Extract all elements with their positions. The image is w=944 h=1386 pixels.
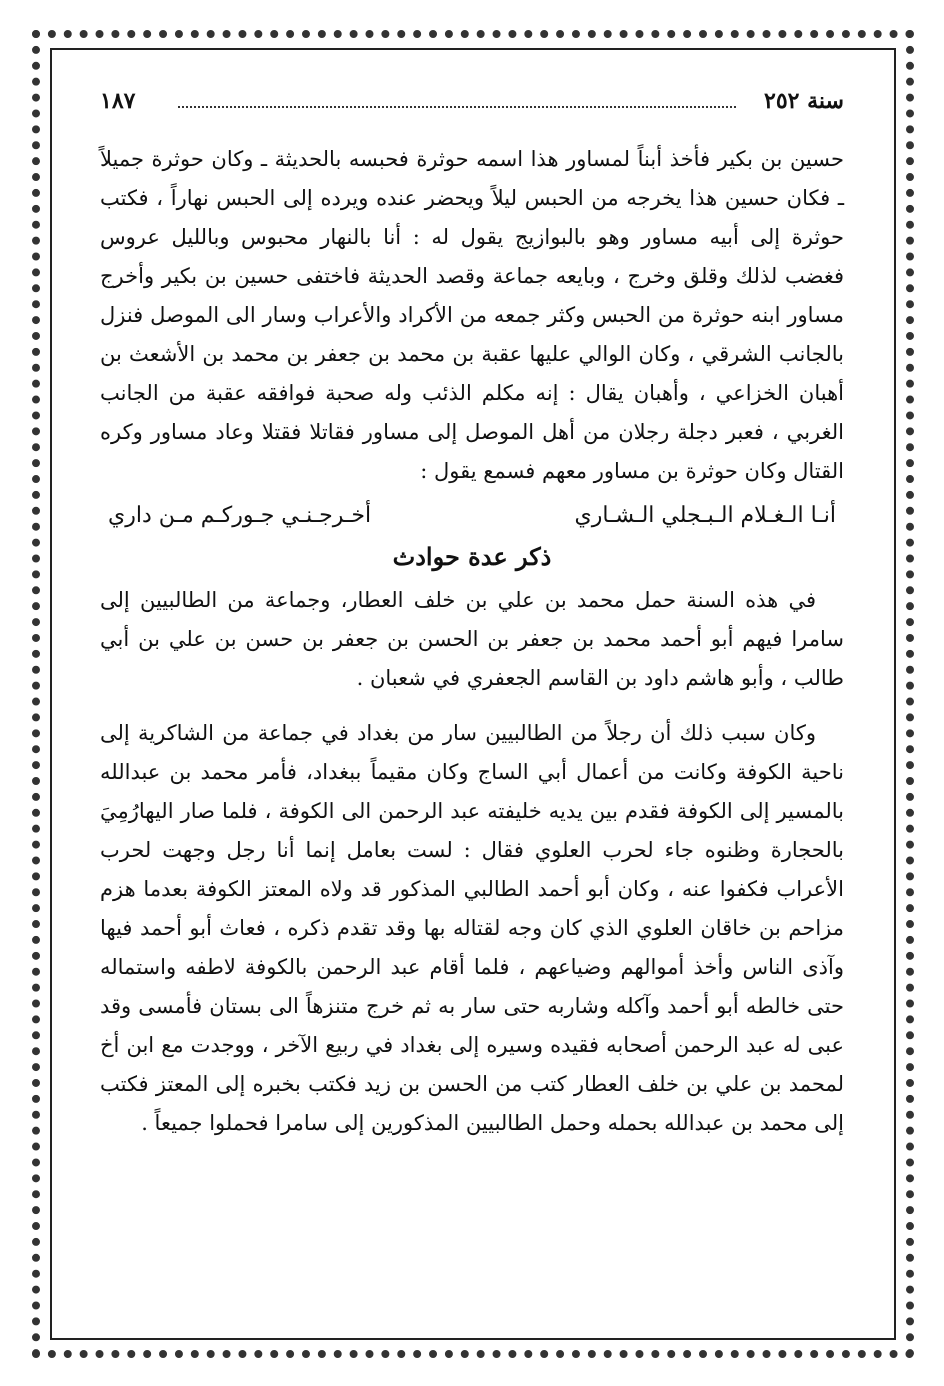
section-heading: ذكر عدة حوادث [392, 542, 552, 571]
body-paragraph-3: وكان سبب ذلك أن رجلاً من الطالبيين سار من بغداد في جماعة من الشاكرية إلى ناحية الكوفة وكانت من أعمال أبي الساج وكان مقيماً ببغداد، فأمر محمد بن عبدالله بالمسير إلى الكوفة فقدم بين يديه خليفته عبد الرحمن الى الكوفة ، فلما صار اليهارُمِيَ بالحجارة وظنوه جاء لحرب العلوي فقال : لست بعامل إنما أنا رجل وجهت لحرب الأعراب فكفوا عنه ، وكان أبو أحمد الطالبي المذكور قد ولاه المعتز الكوفة بعدما هزم مزاحم بن خاقان العلوي الذي كان وجه لقتاله بها وقد تقدم ذكره ، فعاث أبو أحمد فيها وآذى الناس وأخذ أموالهم وضياعهم ، فلما أقام عبد الرحمن بالكوفة لاطفه واستماله حتى خالطه أبو أحمد وآكله وشاربه حتى سار به ثم خرج متنزهاً الى بستان فأمسى وقد عبى له عبد الرحمن أصحابه فقيده وسيره إلى بغداد في ربيع الآخر ، ووجدت مع ابن أخ لمحمد بن علي بن خلف العطار كتب من الحسن بن زيد فكتب بخبره إلى المعتز فكتب إلى محمد بن عبدالله بحمله وحمل الطالبيين المذكورين إلى سامرا فحملوا جميعاً . [100, 721, 844, 1135]
page-header [100, 84, 844, 124]
poetry-verse [100, 503, 844, 528]
body-paragraph-2: في هذه السنة حمل محمد بن علي بن خلف العطار، وجماعة من الطالبيين إلى سامرا فيهم أبو أحمد محمد بن جعفر بن الحسن بن جعفر بن حسن بن علي بن أبي طالب ، وأبو هاشم داود بن القاسم الجعفري في شعبان . [100, 588, 844, 690]
body-paragraph-1: حسين بن بكير فأخذ أبناً لمساور هذا اسمه حوثرة فحبسه بالحديثة ـ وكان حوثرة جميلاً ـ فكان حسين هذا يخرجه من الحبس ليلاً ويحضر عنده ويرده إلى الحبس نهاراً ، فكتب حوثرة إلى أبيه مساور وهو بالبوازيج يقول له : أنا بالنهار محبوس وبالليل عروس فغضب لذلك وقلق وخرج ، وبايعه جماعة وقصد الحديثة فاختفى حسين بن بكير وأخرج مساور ابنه حوثرة من الحبس وكثر جمعه من الأكراد والأعراب وسار الى الموصل فنزل بالجانب الشرقي ، وكان الوالي عليها عقبة بن محمد بن جعفر بن محمد بن الأشعث بن أهبان الخزاعي ، وأهبان يقال : إنه مكلم الذئب وله صحبة فوافقه عقبة من الجانب الغربي ، فعبر دجلة رجلان من أهل الموصل إلى مساور فقاتلا فقتلا وعاد مساور وكره القتال وكان حوثرة بن مساور معهم فسمع يقول : [100, 147, 844, 483]
running-title: سنة ٢٥٢ [764, 88, 844, 114]
page-number: ١٨٧ [100, 88, 136, 114]
verse-second-hemistich: أخـرجـنـي جـوركـم مـن داري [108, 503, 372, 528]
book-page [100, 84, 844, 1344]
header-dotted-leader [178, 106, 736, 108]
verse-first-hemistich: أنـا الـغـلام الـبـجلي الـشـاري [574, 503, 836, 528]
